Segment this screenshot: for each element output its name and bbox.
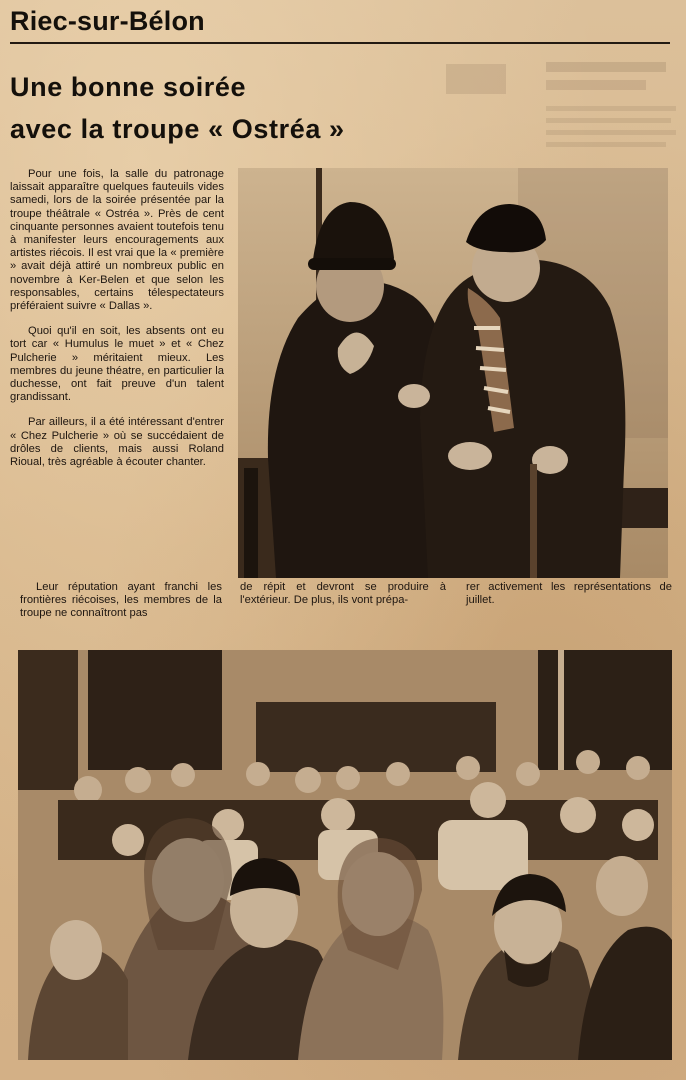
photo-audience-image: [18, 650, 672, 1060]
article-bottom-column-1: Leur réputation ayant franchi les frontières riécoises, les membres de la troupe ne connaîtront pas: [20, 581, 222, 620]
headline: [10, 66, 450, 150]
headline-line-1: Une bonne soirée: [10, 72, 247, 102]
article-column: [10, 168, 224, 481]
section-title: Riec-sur-Bélon: [10, 6, 205, 36]
photo-audience: [18, 650, 672, 1060]
bleed-through-texture: [436, 56, 686, 166]
photo-two-actors: [238, 168, 668, 578]
article-paragraph-3: Par ailleurs, il a été intéressant d'entrer « Chez Pulcherie » où se succédaient de drôles de clients, mais aussi Roland Rioual, très agréable à écouter chanter.: [10, 416, 224, 469]
section-header: [10, 4, 670, 44]
article-bottom-column-3: rer activement les représentations de juillet.: [466, 581, 672, 607]
headline-line-2: avec la troupe « Ostréa »: [10, 114, 345, 144]
photo-two-actors-image: [238, 168, 668, 578]
article-paragraph-2: Quoi qu'il en soit, les absents ont eu tort car « Humulus le muet » et « Chez Pulcherie » méritaient mieux. Les membres du jeune théatre, en particulier la duchesse, ont fait preuve d'un talent grandissant.: [10, 325, 224, 404]
article-bottom-column-2: de répit et devront se produire à l'extérieur. De plus, ils vont prépa-: [240, 581, 446, 607]
article-paragraph-1: Pour une fois, la salle du patronage laissait apparaître quelques fauteuils vides samedi, lors de la soirée présentée par la troupe théâtrale « Ostréa ». Près de cent cinquante personnes avaient toutefois tenu à manifester leurs encouragements aux artistes riécois. Il est vrai que la « première » avait déjà attiré un nombreux public en novembre à Ker-Belen et que selon les responsables, certains télespectateurs préféraient suivre « Dallas ».: [10, 168, 224, 313]
